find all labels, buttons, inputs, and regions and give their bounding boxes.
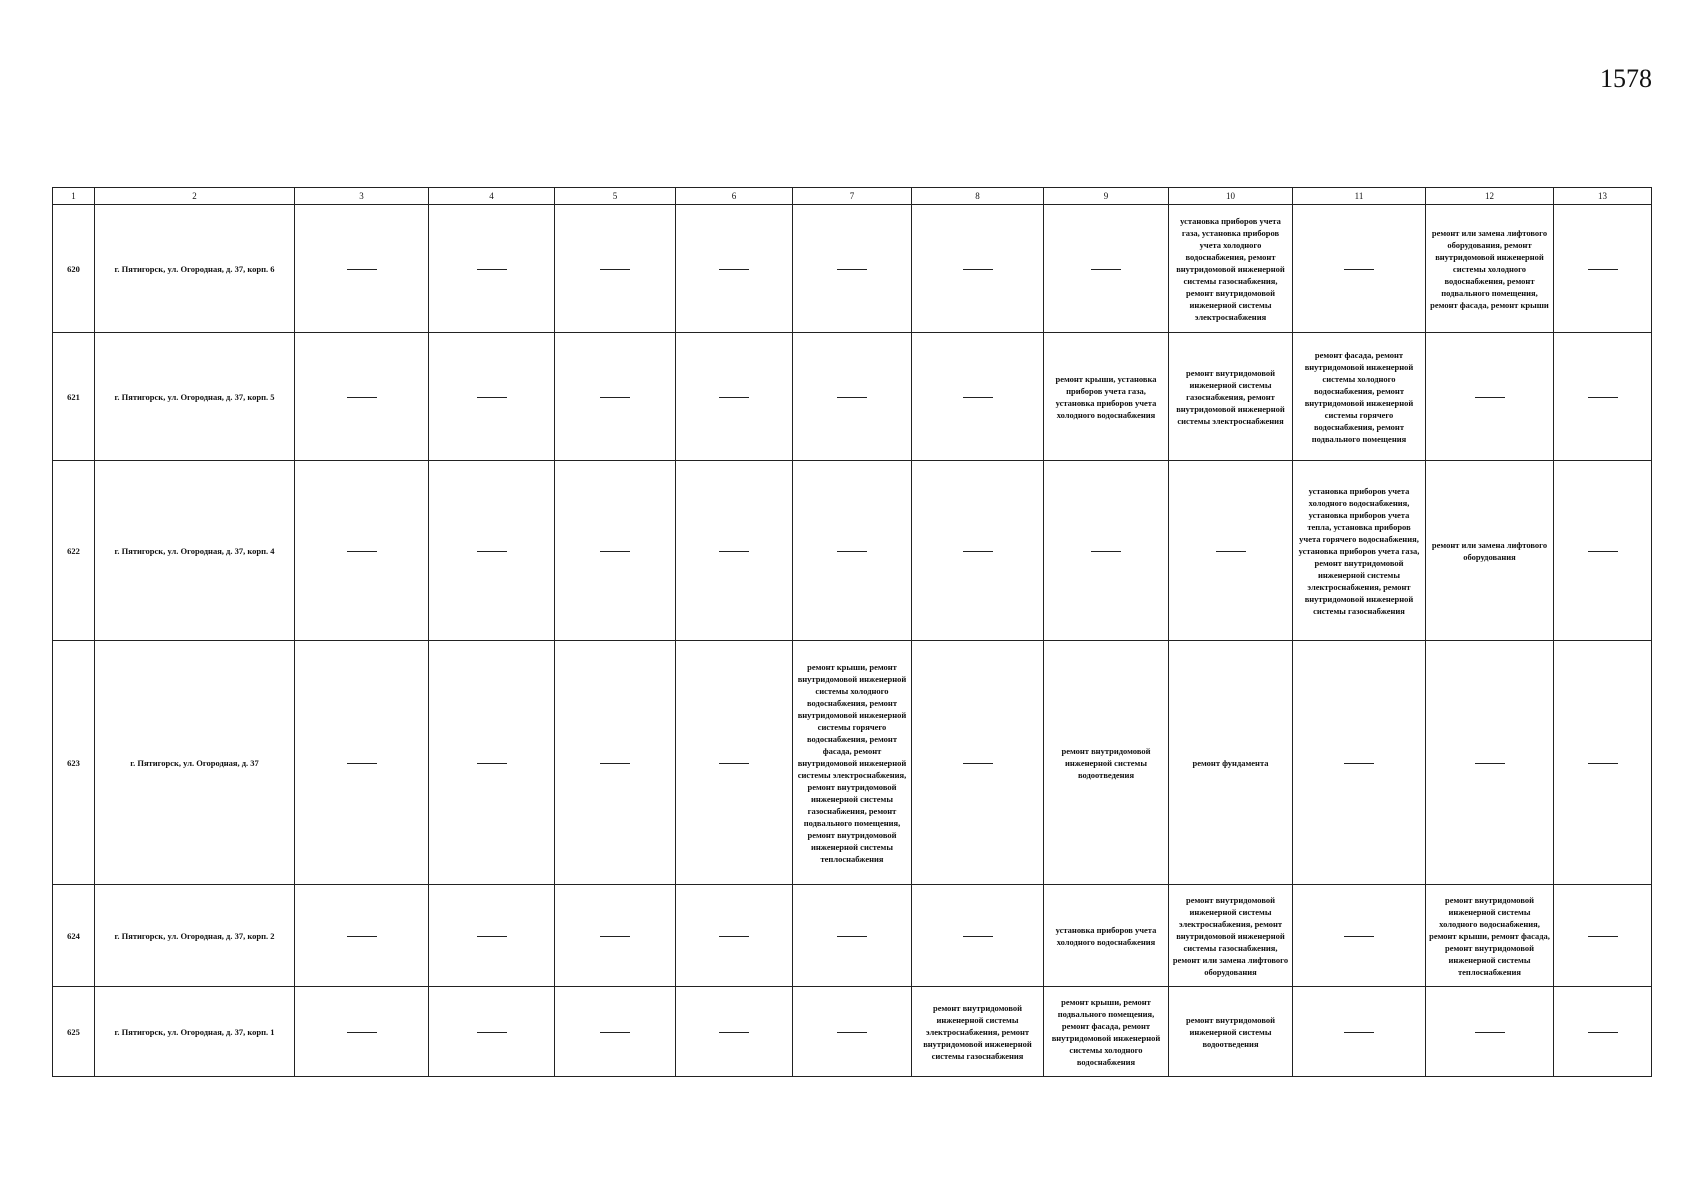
- work-description-text: ремонт фасада, ремонт внутридомовой инженерной системы холодного водоснабжения, ремонт внутридомовой инженерной системы горячего водоснабжения, ремонт подвального помещения: [1304, 349, 1414, 444]
- dash-mark: [837, 936, 867, 937]
- dash-mark: [1588, 1032, 1618, 1033]
- dash-mark: [837, 551, 867, 552]
- dash-mark: [600, 763, 630, 764]
- dash-mark: [600, 551, 630, 552]
- dash-mark: [719, 936, 749, 937]
- empty-cell: [1554, 641, 1652, 885]
- empty-cell: [1426, 641, 1554, 885]
- empty-cell: [912, 885, 1044, 987]
- dash-mark: [719, 1032, 749, 1033]
- empty-cell: [429, 333, 555, 461]
- dash-mark: [963, 551, 993, 552]
- row-number: 621: [53, 333, 95, 461]
- dash-mark: [719, 551, 749, 552]
- dash-mark: [1475, 397, 1505, 398]
- column-number-12: 12: [1426, 188, 1554, 205]
- column-number-row: [53, 188, 1652, 205]
- empty-cell: [555, 205, 676, 333]
- dash-mark: [477, 397, 507, 398]
- empty-cell: [555, 987, 676, 1077]
- empty-cell: [1044, 461, 1169, 641]
- empty-cell: [1554, 461, 1652, 641]
- empty-cell: [676, 333, 793, 461]
- dash-mark: [1475, 763, 1505, 764]
- dash-mark: [1091, 551, 1121, 552]
- empty-cell: [676, 987, 793, 1077]
- dash-mark: [347, 551, 377, 552]
- work-description-text: ремонт внутридомовой инженерной системы электроснабжения, ремонт внутридомовой инженерной системы газоснабжения: [923, 1002, 1032, 1061]
- work-description-text: ремонт крыши, ремонт внутридомовой инженерной системы холодного водоснабжения, ремонт внутридомовой инженерной системы горячего водоснабжения, ремонт фасада, ремонт внутридомовой инженерной системы электроснабжения, ремонт внутридомовой инженерной системы газоснабжения, ремонт подвального помещения, ремонт внутридомовой инженерной системы теплоснабжения: [797, 661, 907, 864]
- dash-mark: [837, 269, 867, 270]
- empty-cell: [429, 885, 555, 987]
- work-description-cell: [1426, 885, 1554, 987]
- work-description-cell: [793, 641, 912, 885]
- row-number: 620: [53, 205, 95, 333]
- table-row: [53, 987, 1652, 1077]
- dash-mark: [719, 269, 749, 270]
- work-description-cell: [1169, 333, 1293, 461]
- empty-cell: [1554, 205, 1652, 333]
- empty-cell: [676, 885, 793, 987]
- work-description-cell: [1169, 885, 1293, 987]
- empty-cell: [295, 205, 429, 333]
- dash-mark: [1588, 269, 1618, 270]
- dash-mark: [477, 763, 507, 764]
- column-number-5: 5: [555, 188, 676, 205]
- empty-cell: [676, 205, 793, 333]
- empty-cell: [912, 333, 1044, 461]
- work-description-cell: [1169, 641, 1293, 885]
- dash-mark: [963, 763, 993, 764]
- dash-mark: [1588, 397, 1618, 398]
- column-number-2: 2: [95, 188, 295, 205]
- work-description-text: ремонт внутридомовой инженерной системы холодного водоснабжения, ремонт крыши, ремонт фасада, ремонт внутридомовой инженерной системы теплоснабжения: [1429, 894, 1550, 977]
- empty-cell: [429, 987, 555, 1077]
- dash-mark: [600, 397, 630, 398]
- column-number-9: 9: [1044, 188, 1169, 205]
- dash-mark: [600, 1032, 630, 1033]
- empty-cell: [295, 333, 429, 461]
- work-description-cell: [1426, 205, 1554, 333]
- empty-cell: [793, 461, 912, 641]
- dash-mark: [837, 397, 867, 398]
- dash-mark: [1588, 763, 1618, 764]
- empty-cell: [429, 461, 555, 641]
- work-description-cell: [1044, 333, 1169, 461]
- dash-mark: [1588, 936, 1618, 937]
- empty-cell: [676, 641, 793, 885]
- dash-mark: [347, 763, 377, 764]
- empty-cell: [1293, 641, 1426, 885]
- work-description-cell: [1044, 885, 1169, 987]
- empty-cell: [793, 333, 912, 461]
- empty-cell: [1554, 987, 1652, 1077]
- table-row: [53, 333, 1652, 461]
- column-number-13: 13: [1554, 188, 1652, 205]
- empty-cell: [676, 461, 793, 641]
- work-description-cell: [1044, 641, 1169, 885]
- work-description-text: ремонт внутридомовой инженерной системы водоотведения: [1061, 745, 1151, 780]
- page-number: 1578: [1600, 64, 1652, 93]
- empty-cell: [912, 641, 1044, 885]
- dash-mark: [477, 1032, 507, 1033]
- empty-cell: [1554, 333, 1652, 461]
- row-number: 624: [53, 885, 95, 987]
- dash-mark: [1091, 269, 1121, 270]
- dash-mark: [1344, 936, 1374, 937]
- column-number-11: 11: [1293, 188, 1426, 205]
- column-number-8: 8: [912, 188, 1044, 205]
- work-description-text: ремонт крыши, установка приборов учета газа, установка приборов учета холодного водоснабжения: [1055, 373, 1157, 420]
- empty-cell: [1293, 885, 1426, 987]
- empty-cell: [1426, 333, 1554, 461]
- empty-cell: [295, 461, 429, 641]
- work-description-cell: [1044, 987, 1169, 1077]
- empty-cell: [1554, 885, 1652, 987]
- dash-mark: [600, 269, 630, 270]
- work-description-cell: [1293, 333, 1426, 461]
- dash-mark: [963, 269, 993, 270]
- work-description-text: ремонт фундамента: [1192, 757, 1269, 768]
- dash-mark: [1588, 551, 1618, 552]
- column-number-3: 3: [295, 188, 429, 205]
- dash-mark: [719, 763, 749, 764]
- table-row: [53, 461, 1652, 641]
- dash-mark: [1475, 1032, 1505, 1033]
- work-description-text: ремонт или замена лифтового оборудования: [1431, 539, 1548, 562]
- dash-mark: [477, 269, 507, 270]
- address-cell: г. Пятигорск, ул. Огородная, д. 37, корп. 4: [95, 461, 295, 641]
- column-number-7: 7: [793, 188, 912, 205]
- empty-cell: [429, 641, 555, 885]
- row-number: 623: [53, 641, 95, 885]
- column-number-6: 6: [676, 188, 793, 205]
- dash-mark: [347, 936, 377, 937]
- empty-cell: [1293, 205, 1426, 333]
- dash-mark: [600, 936, 630, 937]
- dash-mark: [1216, 551, 1246, 552]
- empty-cell: [1426, 987, 1554, 1077]
- dash-mark: [1344, 269, 1374, 270]
- empty-cell: [1044, 205, 1169, 333]
- work-description-text: ремонт внутридомовой инженерной системы газоснабжения, ремонт внутридомовой инженерной системы электроснабжения: [1176, 367, 1285, 426]
- empty-cell: [555, 333, 676, 461]
- table-row: [53, 205, 1652, 333]
- empty-cell: [295, 885, 429, 987]
- table-row: [53, 885, 1652, 987]
- dash-mark: [477, 936, 507, 937]
- empty-cell: [295, 987, 429, 1077]
- empty-cell: [793, 987, 912, 1077]
- work-description-text: установка приборов учета газа, установка приборов учета холодного водоснабжения, ремонт внутридомовой инженерной системы газоснабжения, ремонт внутридомовой инженерной системы электроснабжения: [1176, 215, 1285, 322]
- work-description-text: установка приборов учета холодного водоснабжения, установка приборов учета тепла, установка приборов учета горячего водоснабжения, установка приборов учета газа, ремонт внутридомовой инженерной системы электроснабжения, ремонт внутридомовой инженерной системы газоснабжения: [1298, 485, 1420, 616]
- address-cell: г. Пятигорск, ул. Огородная, д. 37, корп. 2: [95, 885, 295, 987]
- work-description-text: ремонт или замена лифтового оборудования, ремонт внутридомовой инженерной системы холодного водоснабжения, ремонт подвального помещения, ремонт фасада, ремонт крыши: [1430, 227, 1549, 310]
- dash-mark: [347, 397, 377, 398]
- work-description-cell: [1426, 461, 1554, 641]
- work-description-text: ремонт внутридомовой инженерной системы водоотведения: [1185, 1014, 1276, 1049]
- work-description-cell: [1169, 205, 1293, 333]
- column-number-1: 1: [53, 188, 95, 205]
- empty-cell: [555, 885, 676, 987]
- dash-mark: [963, 397, 993, 398]
- dash-mark: [963, 936, 993, 937]
- dash-mark: [347, 1032, 377, 1033]
- address-cell: г. Пятигорск, ул. Огородная, д. 37, корп. 5: [95, 333, 295, 461]
- row-number: 622: [53, 461, 95, 641]
- row-number: 625: [53, 987, 95, 1077]
- column-number-10: 10: [1169, 188, 1293, 205]
- dash-mark: [837, 1032, 867, 1033]
- empty-cell: [429, 205, 555, 333]
- empty-cell: [555, 461, 676, 641]
- empty-cell: [912, 205, 1044, 333]
- work-description-cell: [1293, 461, 1426, 641]
- dash-mark: [719, 397, 749, 398]
- work-description-cell: [1169, 987, 1293, 1077]
- dash-mark: [1344, 763, 1374, 764]
- empty-cell: [1169, 461, 1293, 641]
- empty-cell: [555, 641, 676, 885]
- table-row: [53, 641, 1652, 885]
- repair-schedule-table: [52, 187, 1652, 1077]
- empty-cell: [295, 641, 429, 885]
- address-cell: г. Пятигорск, ул. Огородная, д. 37: [95, 641, 295, 885]
- dash-mark: [347, 269, 377, 270]
- empty-cell: [793, 885, 912, 987]
- work-description-cell: [912, 987, 1044, 1077]
- dash-mark: [1344, 1032, 1374, 1033]
- address-cell: г. Пятигорск, ул. Огородная, д. 37, корп. 6: [95, 205, 295, 333]
- empty-cell: [912, 461, 1044, 641]
- work-description-text: ремонт крыши, ремонт подвального помещения, ремонт фасада, ремонт внутридомовой инженерной системы холодного водоснабжения: [1051, 996, 1161, 1067]
- work-description-text: ремонт внутридомовой инженерной системы электроснабжения, ремонт внутридомовой инженерной системы газоснабжения, ремонт или замена лифтового оборудования: [1172, 894, 1289, 977]
- work-description-text: установка приборов учета холодного водоснабжения: [1055, 924, 1157, 947]
- empty-cell: [793, 205, 912, 333]
- address-cell: г. Пятигорск, ул. Огородная, д. 37, корп. 1: [95, 987, 295, 1077]
- column-number-4: 4: [429, 188, 555, 205]
- empty-cell: [1293, 987, 1426, 1077]
- dash-mark: [477, 551, 507, 552]
